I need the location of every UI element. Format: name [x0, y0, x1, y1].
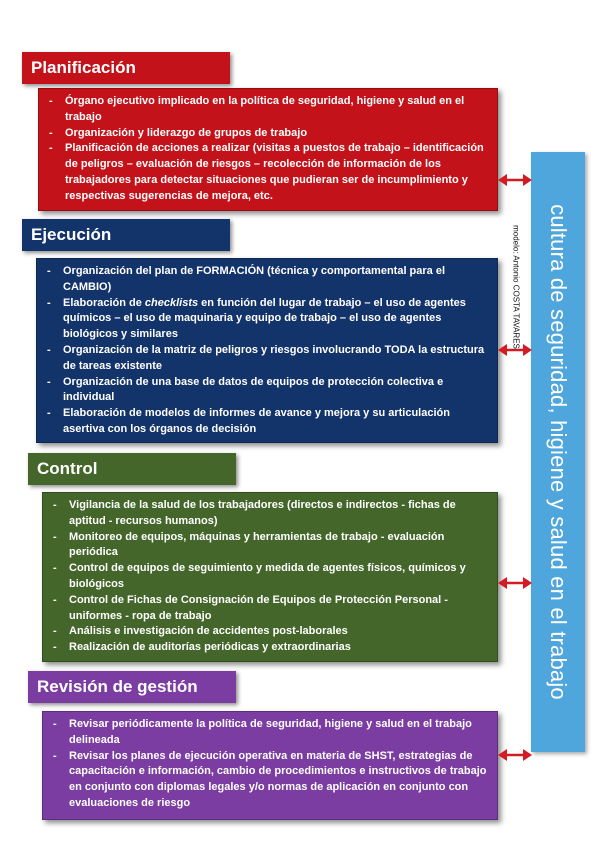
control-list	[51, 498, 489, 656]
list-item: - Organización y liderazgo de grupos de trabajo	[47, 126, 489, 142]
list-item: - Elaboración de modelos de informes de avance y mejora y su articulación asertiva con los órganos de decisión	[45, 406, 489, 438]
ejecucion-box	[36, 258, 498, 443]
planificacion-header	[22, 52, 230, 84]
double-arrow-icon	[498, 344, 532, 356]
list-item: - Planificación de acciones a realizar (visitas a puestos de trabajo – identificación de peligros – evaluación de riesgos – recolección de información de los trabajadores para detectar situaciones que pudieran ser de incumplimiento y respectivas sugerencias de mejora, etc.	[47, 141, 489, 204]
planificacion-box	[38, 88, 498, 211]
author-credit: modelo: Antonio COSTA TAVARES	[511, 225, 521, 349]
double-arrow-icon	[498, 749, 532, 761]
planificacion-list	[47, 94, 489, 205]
revision-list	[51, 717, 489, 812]
list-item: - Realización de auditorías periódicas y extraordinarias	[51, 640, 489, 656]
ejecucion-list	[45, 264, 489, 438]
list-item: - Órgano ejecutivo implicado en la política de seguridad, higiene y salud en el trabajo	[47, 94, 489, 126]
list-item: - Monitoreo de equipos, máquinas y herramientas de trabajo - evaluación periódica	[51, 530, 489, 562]
list-item: - Organización del plan de FORMACIÓN (técnica y comportamental para el CAMBIO)	[45, 264, 489, 296]
planificacion-title: Planificación	[31, 58, 136, 77]
revision-title: Revisión de gestión	[37, 677, 198, 696]
ejecucion-header	[22, 219, 230, 251]
list-item: - Análisis e investigación de accidentes post-laborales	[51, 624, 489, 640]
control-title: Control	[37, 459, 98, 478]
list-item: - Revisar los planes de ejecución operativa en materia de SHST, estrategias de capacitación e información, cambio de procedimientos e instructivos de trabajo en conjunto con diplomas legales y/o normas de aplicación en conjunto con evaluaciones de riesgo	[51, 749, 489, 812]
list-item: - Organización de la matriz de peligros y riesgos involucrando TODA la estructura de tareas existente	[45, 343, 489, 375]
list-item: - Elaboración de checklists en función del lugar de trabajo – el uso de agentes químicos – el uso de maquinaria y equipo de trabajo – el uso de agentes biológicos y similares	[45, 296, 489, 343]
ejecucion-title: Ejecución	[31, 225, 112, 244]
culture-pillar-label: cultura de seguridad, higiene y salud en el trabajo	[546, 204, 571, 700]
list-item: - Control de Fichas de Consignación de Equipos de Protección Personal - uniformes - ropa de trabajo	[51, 593, 489, 625]
control-header	[28, 453, 236, 485]
revision-header	[28, 671, 236, 703]
list-item: - Control de equipos de seguimiento y medida de agentes físicos, químicos y biológicos	[51, 561, 489, 593]
double-arrow-icon	[498, 174, 532, 186]
list-item: - Organización de una base de datos de equipos de protección colectiva e individual	[45, 375, 489, 407]
list-item: - Vigilancia de la salud de los trabajadores (directos e indirectos - fichas de aptitud - recursos humanos)	[51, 498, 489, 530]
list-item: - Revisar periódicamente la política de seguridad, higiene y salud en el trabajo delineada	[51, 717, 489, 749]
control-box	[42, 492, 498, 662]
double-arrow-icon	[498, 577, 532, 589]
revision-box	[42, 711, 498, 820]
